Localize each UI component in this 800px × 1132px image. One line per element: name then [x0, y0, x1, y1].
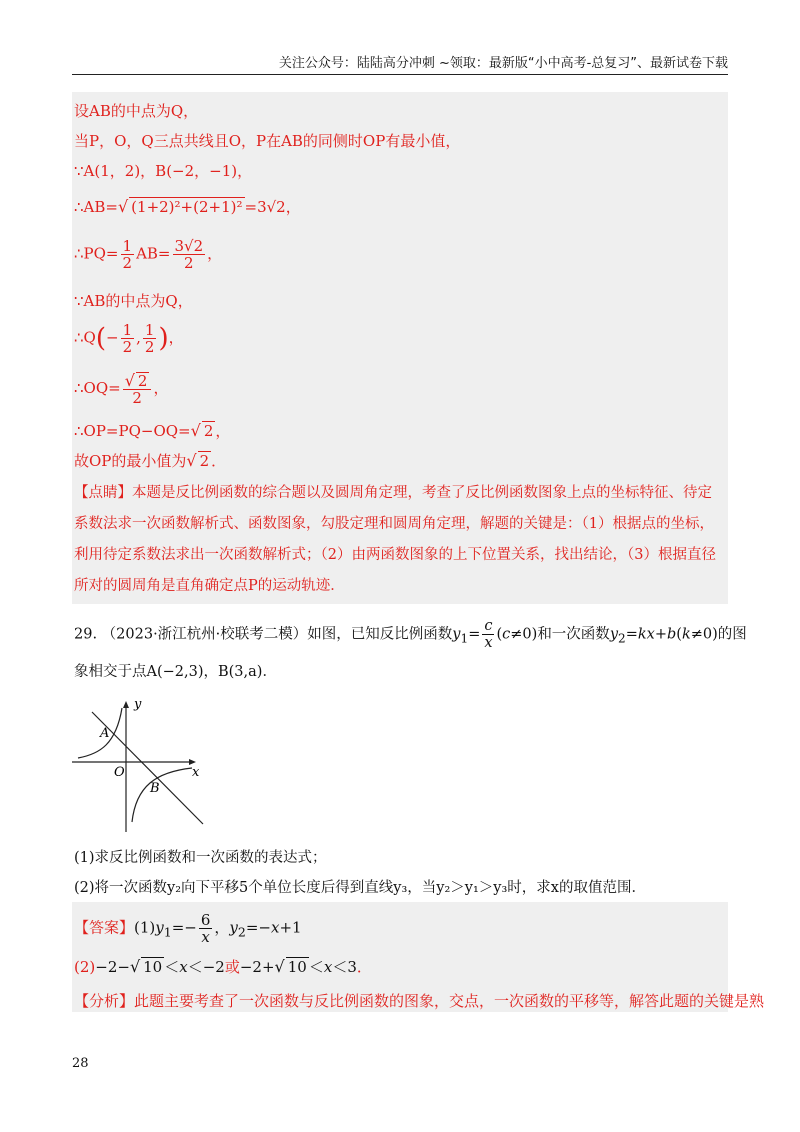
ab-result: =3√2，: [244, 198, 301, 216]
comment-paragraph: 【点睛】本题是反比例函数的综合题以及圆周角定理，考查了反比例函数图象上点的坐标特征、待定系数法求一次函数解析式、函数图象，勾股定理和圆周角定理，解题的关键是：（1）根据点的坐标，利用待定系数法求出一次函数解析式；（2）由两函数图象的上下位置关系，找出结论，（3）根据直径所对的圆周角是直角确定点P的运动轨迹．: [74, 485, 716, 594]
point-a-label: A: [100, 726, 110, 741]
question-mid: 和一次函数: [537, 626, 610, 643]
half-fraction: $\frac{1}{2}$: [122, 237, 133, 272]
ab-prefix: ∴AB=: [74, 198, 118, 216]
page-number: 28: [72, 1056, 89, 1071]
solution-line-8: ∴OQ= $\frac{√ 2}{2}$ ，: [74, 371, 169, 407]
x-axis-label: x: [192, 765, 200, 780]
function-graph: [70, 692, 220, 842]
hyperbola-branch-lower-right: [132, 768, 192, 822]
question-line-1: 29. （2023·浙江杭州·校联考二模）如图，已知反比例函数$y_1=$ $\frac{c}{x}$ (c≠0)和一次函数$y_2=kx+b(k\ne 0)$的图: [74, 618, 747, 651]
analysis-line: 【分析】此题主要考查了一次函数与反比例函数的图象，交点，一次函数的平移等，解答此题的关键是熟: [74, 992, 765, 1010]
question-end: 的图: [717, 626, 747, 643]
page-header: 关注公众号：陆陆高分冲刺 ~领取：最新版“小中高考-总复习”、最新试卷下载: [278, 56, 728, 71]
solution-line-2: 当P，O，Q三点共线且O，P在AB的同侧时OP有最小值，: [74, 132, 461, 150]
solution-line-10: 故OP的最小值为√ 2 ．: [74, 451, 227, 470]
answer-line-1: 【答案】$(1)y_1=-$ $\frac{6}{x}$ ，$y_2=-x+1$: [74, 911, 302, 946]
question-line-2: 象相交于点A(−2,3)，B(3,a)．: [74, 664, 277, 680]
solution-line-1: 设AB的中点为Q，: [74, 102, 199, 120]
solution-line-5: ∴PQ= $\frac{1}{2}$ AB= $\frac{3√2}{2}$ ，: [74, 237, 223, 272]
ab-radicand: (1+2)²+(2+1)²: [131, 198, 243, 216]
solution-line-7: ∴Q(− $\frac{1}{2}$ , $\frac{1}{2}$ )，: [74, 321, 184, 356]
origin-label: O: [114, 765, 125, 780]
y-axis-arrow: [123, 701, 129, 708]
solution-line-3: ∵A(1，2)，B(−2，−1)，: [74, 162, 253, 180]
question-part-1: (1)求反比例函数和一次函数的表达式；: [74, 850, 327, 866]
question-source: （2023·浙江杭州·校联考二模）如图，已知反比例函数: [101, 626, 453, 643]
answer-tag: 【答案】: [74, 918, 135, 937]
y-axis-label: y: [134, 697, 142, 712]
solution-line-9: ∴OP=PQ−OQ=√ 2 ，: [74, 421, 231, 440]
pq-fraction: $\frac{3√2}{2}$: [174, 237, 204, 272]
solution-line-6: ∵AB的中点为Q，: [74, 292, 193, 310]
pq-mid: AB=: [136, 244, 171, 263]
question-part-2: (2)将一次函数y₂向下平移5个单位长度后得到直线y₃，当y₂＞y₁＞y₃时，求x的取值范围．: [74, 880, 646, 896]
solution-line-4: ∴AB=√ (1+2)²+(2+1)² =3√2，: [74, 197, 301, 216]
point-b-label: B: [150, 781, 160, 796]
pq-prefix: ∴PQ=: [74, 244, 119, 263]
question-number: 29.: [74, 626, 98, 643]
header-rule: [72, 74, 728, 75]
answer-line-2: (2)−2−√ 10 ＜x＜−2或−2+√ 10 ＜x＜3．: [74, 957, 372, 976]
